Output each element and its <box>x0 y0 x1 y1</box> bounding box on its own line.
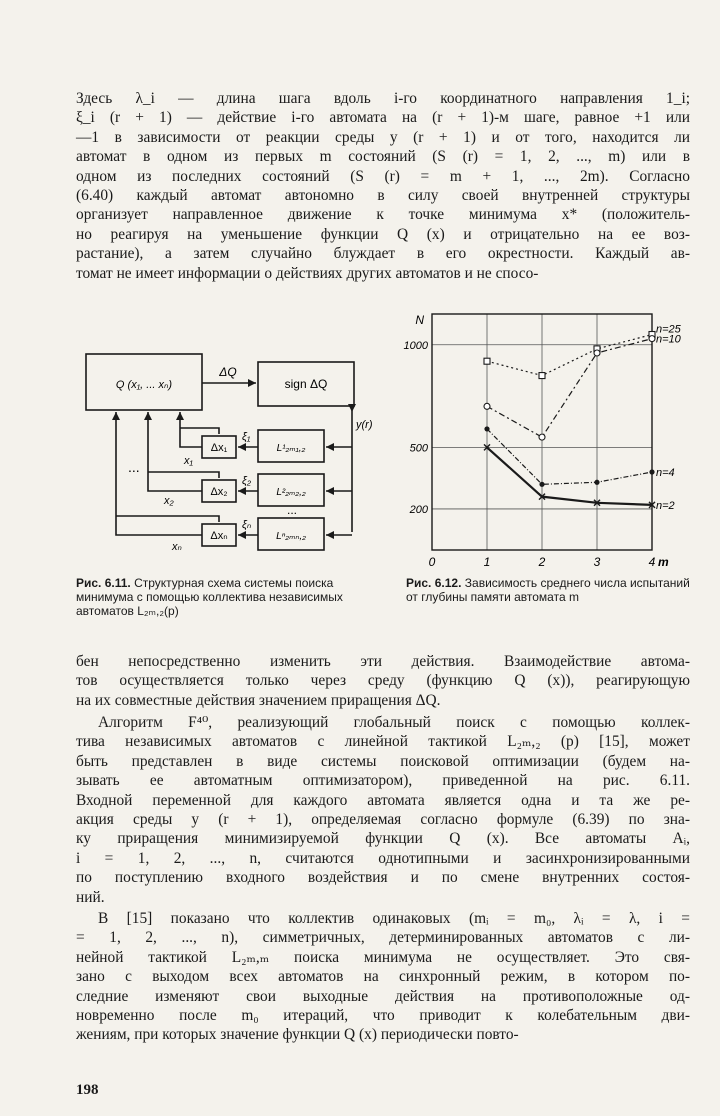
caption-figure-6-11 <box>76 576 382 618</box>
series-line-n10 <box>487 339 652 438</box>
text-line: но реагируя на уменьшение функции Q (x) и отрицательно на ее воз- <box>76 225 690 243</box>
data-point-dot <box>649 469 654 474</box>
text-line: В [15] показано что коллектив одинаковых (mᵢ = m₀, λᵢ = λ, i = <box>98 910 690 927</box>
x-axis-label: m <box>658 555 669 569</box>
text-line: жениям, при которых значение функции Q (x) периодически повто- <box>76 1026 519 1044</box>
text-line: следние изменяют свои выходные действия на противоположные од- <box>76 987 690 1005</box>
x1-label: x₁ <box>184 455 193 467</box>
text-line: —1 в зависимости от реакции среды y (r + 1) и от того, находится ли <box>76 128 690 146</box>
text-line: томат не имеет информации о действиях других автоматов и не спосо- <box>76 264 539 282</box>
text-line: быть представлен в виде системы поисковой оптимизации (будем на- <box>76 752 690 770</box>
ellipsis-left: ... <box>128 459 140 475</box>
text-line: бен непосредственно изменить эти действия. Взаимодействие автома- <box>76 653 690 670</box>
text-line: Здесь λ_i — длина шага вдоль i-го координатного направления 1_i; <box>76 90 690 107</box>
text-line: организует направленное движение к точке минимума x* (положитель- <box>76 206 690 224</box>
data-point-dot <box>484 426 489 431</box>
top-paragraph <box>76 89 690 283</box>
figure-6-11-block-diagram <box>76 332 386 582</box>
ln-label: Lⁿ₂ₘₙ,₂ <box>276 531 306 542</box>
caption-6-11-label: Рис. 6.11. <box>76 576 131 590</box>
text-line: акция среды y (r + 1), определяемая согласно формуле (6.39) по зна- <box>76 811 690 829</box>
caption-figure-6-12 <box>406 576 696 604</box>
block-diagram-svg <box>76 332 386 582</box>
x-tick-label: 1 <box>483 555 491 569</box>
text-line: зано с выходом всех автоматов на синхронный режим, в котором по- <box>76 968 690 986</box>
text-line: тов осуществляется только через среду (функцию Q (x)), реагирующую <box>76 672 690 690</box>
text-line: по поступлению входного воздействия и по смене внутренних состоя- <box>76 869 690 887</box>
text-line: автомат в одном из первых m состояний (S (r) = 1, 2, ..., m) или в <box>76 148 690 166</box>
dxn-label: Δxₙ <box>210 530 228 542</box>
text-line: i = 1, 2, ..., n, считаются однотипными и засинхронизированными <box>76 849 690 867</box>
chart-svg <box>403 300 698 580</box>
x2-label: x₂ <box>164 495 174 507</box>
data-point-square <box>539 373 545 379</box>
data-point-circle <box>484 403 490 409</box>
y-axis-label: N <box>415 313 424 327</box>
xi2-label: ξ₂ <box>242 475 252 487</box>
block-sign-label: sign ΔQ <box>284 377 328 391</box>
page-number: 198 <box>76 1082 99 1098</box>
text-line: ξ_i (r + 1) — действие i-го автомата на (r + 1)-м шаге, равное +1 или <box>76 109 690 127</box>
bottom-paragraph-2 <box>76 713 690 907</box>
text-line: ний. <box>76 888 105 906</box>
text-line: на их совместные действия значением приращения ΔQ. <box>76 691 441 709</box>
data-point-circle <box>539 434 545 440</box>
series-label: n=25 <box>656 323 681 336</box>
l2-label: L²₂ₘ₂,₂ <box>276 487 306 498</box>
y-tick-label: 500 <box>409 442 428 455</box>
bottom-paragraph-1 <box>76 652 690 710</box>
dx1-label: Δx₁ <box>210 442 228 454</box>
series-label: n=2 <box>656 499 675 512</box>
x-tick-label: 3 <box>593 555 601 569</box>
data-point-square <box>484 358 490 364</box>
text-line: зывать ее автоматным оптимизатором), приведенной на рис. 6.11. <box>76 772 690 790</box>
series-line-n4 <box>487 429 652 484</box>
y-r-label: y(r) <box>356 419 373 431</box>
text-line: Алгоритм F⁴⁰, реализующий глобальный поиск с помощью коллек- <box>98 714 690 731</box>
figure-6-12-chart <box>403 300 698 580</box>
caption-6-12-text: Зависимость среднего числа испытаний от глубины памяти автомата m <box>406 576 690 604</box>
text-line: новременно после m₀ итераций, что приводит к колебательным дви- <box>76 1007 690 1025</box>
text-line: одном из последних состояний (S (r) = m + 1, ..., 2m). Согласно <box>76 167 690 185</box>
xin-label: ξₙ <box>242 519 252 531</box>
ellipsis-mid: ... <box>286 503 298 517</box>
y-tick-label: 1000 <box>403 339 428 352</box>
text-line: нейной тактикой L₂ₘ,ₘ поиска минимума не осуществляет. Это свя- <box>76 948 690 966</box>
x-tick-label: 2 <box>538 555 546 569</box>
data-point-circle <box>594 350 600 356</box>
x-tick-label: 0 <box>428 555 436 569</box>
text-line: ку приращения минимизируемой функции Q (x). Все автоматы Aᵢ, <box>76 830 690 848</box>
text-line: растание), а затем случайно блуждает в его окрестности. Каждый ав- <box>76 245 690 263</box>
data-point-dot <box>594 480 599 485</box>
series-label: n=10 <box>656 333 681 346</box>
xi1-label: ξ₁ <box>242 431 251 443</box>
caption-6-12-label: Рис. 6.12. <box>406 576 462 590</box>
data-point-circle <box>649 336 655 342</box>
dx2-label: Δx₂ <box>210 486 228 498</box>
series-label: n=4 <box>656 467 675 480</box>
block-q-label: Q (x₁, ... xₙ) <box>115 379 173 391</box>
text-line: (6.40) каждый автомат автономно в силу своей внутренней структуры <box>76 187 690 205</box>
text-line: = 1, 2, ..., n), симметричных, детерминированных автоматов с ли- <box>76 929 690 947</box>
text-line: Входной переменной для каждого автомата является одна и та же ре- <box>76 791 690 809</box>
caption-6-11-text: Структурная схема системы поиска минимума с помощью коллектива независимых автоматов L₂ₘ,₂(p) <box>76 576 343 618</box>
delta-q-label: ΔQ <box>219 365 237 379</box>
xn-label: xₙ <box>172 541 182 553</box>
l1-label: L¹₂ₘ₁,₂ <box>276 443 306 454</box>
series-line-n25 <box>487 335 652 376</box>
bottom-paragraph-3 <box>76 909 690 1045</box>
y-tick-label: 200 <box>409 503 428 516</box>
data-point-dot <box>539 482 544 487</box>
text-line: тива независимых автоматов с линейной тактикой L₂ₘ,₂ (p) [15], может <box>76 733 690 751</box>
x-tick-label: 4 <box>648 555 656 569</box>
